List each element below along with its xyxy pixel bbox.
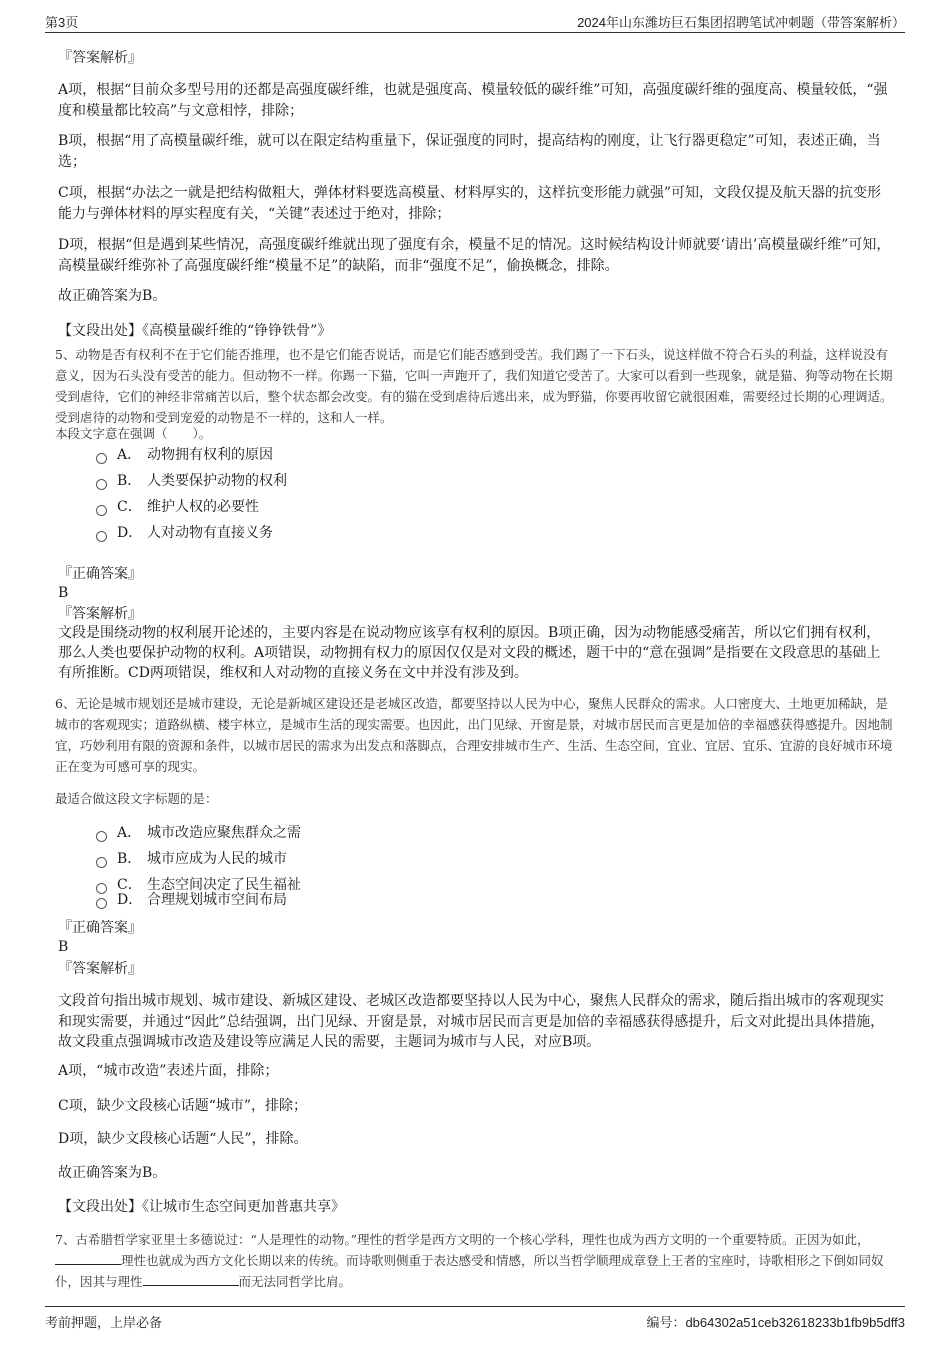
option-text: 合理规划城市空间布局 bbox=[147, 892, 287, 908]
question-5-prompt: 本段文字意在强调（ ）。 bbox=[55, 426, 212, 441]
analysis-option-c: C项，根据“办法之一就是把结构做粗大，弹体材料要选高模量、材料厚实的，这样抗变形能力就强”可知，文段仅提及航天器的抗变形能力与弹体材料的厚实程度有关，“关键”表述过于绝对，排除； bbox=[58, 185, 882, 222]
footer-slogan: 考前押题，上岸必备 bbox=[45, 1315, 163, 1330]
analysis-option-a: A项，“城市改造”表述片面，排除； bbox=[58, 1063, 279, 1079]
option-text: 人对动物有直接义务 bbox=[147, 525, 273, 541]
header-divider bbox=[45, 32, 905, 33]
question-7-text-3: 而无法同哲学比肩。 bbox=[238, 1274, 352, 1289]
question-7-text-2: 理性也就成为西方文化长期以来的传统。而诗歌则侧重于表达感受和情感，所以当哲学顺理成章登上王者的宝座时，诗歌相形之下倒如同奴仆，因其与理性 bbox=[55, 1253, 884, 1289]
analysis-text: 文段首句指出城市规划、城市建设、新城区建设、老城区改造都要坚持以人民为中心，聚焦人民群众的需求，随后指出城市的客观现实和现实需要，并通过“因此”总结强调，出门见绿、开窗是景，对城市居民而言更是加倍的幸福感获得感提升，后文对此提出具体措施，故文段重点强调城市改造及建设等应满足人民的需要，主题词为城市与人民，对应B项。 bbox=[58, 993, 885, 1050]
analysis-option-a: A项，根据“目前众多型号用的还都是高强度碳纤维，也就是强度高、模量较低的碳纤维”可知，高强度碳纤维的强度高、模量较低，“强度和模量都比较高”与文意相悖，排除； bbox=[58, 82, 888, 119]
question-7-stem bbox=[55, 1229, 893, 1292]
option-letter: A． bbox=[117, 447, 142, 463]
q5-option-a[interactable] bbox=[96, 445, 273, 465]
option-letter: C． bbox=[117, 877, 142, 893]
document-title: 2024年山东潍坊巨石集团招聘笔试冲刺题（带答案解析） bbox=[577, 15, 905, 30]
radio-icon[interactable] bbox=[96, 831, 107, 842]
option-letter: C． bbox=[117, 499, 142, 515]
analysis-option-d: D项，根据“但是遇到某些情况，高强度碳纤维就出现了强度有余，模量不足的情况。这时候结构设计师就要‘请出’高模量碳纤维”可知，高模量碳纤维弥补了高强度碳纤维“模量不足”的缺陷，而非“强度不足”，偷换概念，排除。 bbox=[58, 237, 891, 274]
radio-icon[interactable] bbox=[96, 505, 107, 516]
radio-icon[interactable] bbox=[96, 857, 107, 868]
analysis-option-b: B项，根据“用了高模量碳纤维，就可以在限定结构重量下，保证强度的同时，提高结构的刚度，让飞行器更稳定”可知，表述正确，当选； bbox=[58, 133, 881, 170]
radio-icon[interactable] bbox=[96, 531, 107, 542]
analysis-conclusion: 故正确答案为B。 bbox=[58, 1165, 167, 1181]
option-text: 动物拥有权利的原因 bbox=[147, 447, 273, 463]
correct-answer: B bbox=[58, 585, 69, 601]
radio-icon[interactable] bbox=[96, 898, 107, 909]
fill-blank-1[interactable] bbox=[55, 1250, 121, 1265]
analysis-label: 『答案解析』 bbox=[58, 606, 142, 622]
option-text: 人类要保护动物的权利 bbox=[147, 473, 287, 489]
q5-option-d[interactable] bbox=[96, 523, 273, 543]
q5-option-b[interactable] bbox=[96, 471, 287, 491]
q5-option-c[interactable] bbox=[96, 497, 259, 517]
analysis-option-d: D项，缺少文段核心话题“人民”，排除。 bbox=[58, 1131, 308, 1147]
analysis-text: 文段是围绕动物的权利展开论述的，主要内容是在说动物应该享有权利的原因。B项正确，因为动物能感受痛苦，所以它们拥有权利，那么人类也要保护动物的权利。A项错误，动物拥有权力的原因仅仅是对文段的概述，题干中的“意在强调”是指要在文段意思的基础上有所推断。CD两项错误，维权和人对动物的直接义务在文中并没有涉及到。 bbox=[58, 625, 881, 681]
question-6-prompt: 最适合做这段文字标题的是： bbox=[55, 791, 218, 806]
q6-option-b[interactable] bbox=[96, 849, 287, 869]
analysis-conclusion: 故正确答案为B。 bbox=[58, 288, 167, 304]
correct-answer: B bbox=[58, 939, 69, 955]
option-letter: D． bbox=[117, 892, 143, 908]
option-letter: B． bbox=[117, 851, 142, 867]
question-6-stem: 6、无论是城市规划还是城市建设，无论是新城区建设还是老城区改造，都要坚持以人民为中心，聚焦人民群众的需求。人口密度大、土地更加稀缺，是城市的客观现实；道路纵横、楼宇林立，是城市生活的现实需要。也因此，出门见绿、开窗是景，对城市居民而言更是加倍的幸福感获得感提升。因地制宜，巧妙利用有限的资源和条件，以城市居民的需求为出发点和落脚点，合理安排城市生产、生活、生态空间，宜业、宜居、宜乐、宜游的良好城市环境正在变为可感可享的现实。 bbox=[55, 696, 893, 774]
question-7-text-1: 7、古希腊哲学家亚里士多德说过：“人是理性的动物。”理性的哲学是西方文明的一个核心学科，理性也成为西方文明的一个重要特质。正因为如此， bbox=[55, 1232, 870, 1247]
option-letter: D． bbox=[117, 525, 143, 541]
page-number: 第3页 bbox=[45, 15, 79, 30]
q6-option-d[interactable] bbox=[96, 890, 287, 910]
source-citation: 【文段出处】《高模量碳纤维的“铮铮铁骨”》 bbox=[58, 323, 332, 339]
analysis-label: 『答案解析』 bbox=[58, 961, 142, 977]
option-text: 城市改造应聚焦群众之需 bbox=[147, 825, 301, 841]
option-text: 维护人权的必要性 bbox=[147, 499, 259, 515]
option-letter: B． bbox=[117, 473, 142, 489]
fill-blank-2[interactable] bbox=[143, 1271, 239, 1286]
footer-divider bbox=[45, 1306, 905, 1307]
document-id: 编号：db64302a51ceb32618233b1fb9b5dff3 bbox=[646, 1315, 905, 1330]
correct-answer-label: 『正确答案』 bbox=[58, 920, 142, 936]
option-text: 城市应成为人民的城市 bbox=[147, 851, 287, 867]
analysis-option-c: C项，缺少文段核心话题“城市”，排除； bbox=[58, 1098, 308, 1114]
question-5-stem: 5、动物是否有权利不在于它们能否推理，也不是它们能否说话，而是它们能否感到受苦。我们踢了一下石头，说这样做不符合石头的利益，这样说没有意义，因为石头没有受苦的能力。但动物不一样。你踢一下猫，它叫一声跑开了，我们知道它受苦了。大家可以看到一些现象，就是猫、狗等动物在长期受到虐待，它们的神经非常痛苦以后，整个状态都会改变。有的猫在受到虐待后逃出来，成为野猫，你要再收留它就很困难，需要经过长期的心理调适。受到虐待的动物和受到宠爱的动物是不一样的，这和人一样。 bbox=[55, 347, 893, 425]
option-text: 生态空间决定了民生福祉 bbox=[147, 877, 301, 893]
q6-option-a[interactable] bbox=[96, 823, 301, 843]
analysis-label: 『答案解析』 bbox=[58, 50, 142, 66]
radio-icon[interactable] bbox=[96, 479, 107, 490]
radio-icon[interactable] bbox=[96, 453, 107, 464]
option-letter: A． bbox=[117, 825, 142, 841]
correct-answer-label: 『正确答案』 bbox=[58, 566, 142, 582]
source-citation: 【文段出处】《让城市生态空间更加普惠共享》 bbox=[58, 1199, 345, 1215]
